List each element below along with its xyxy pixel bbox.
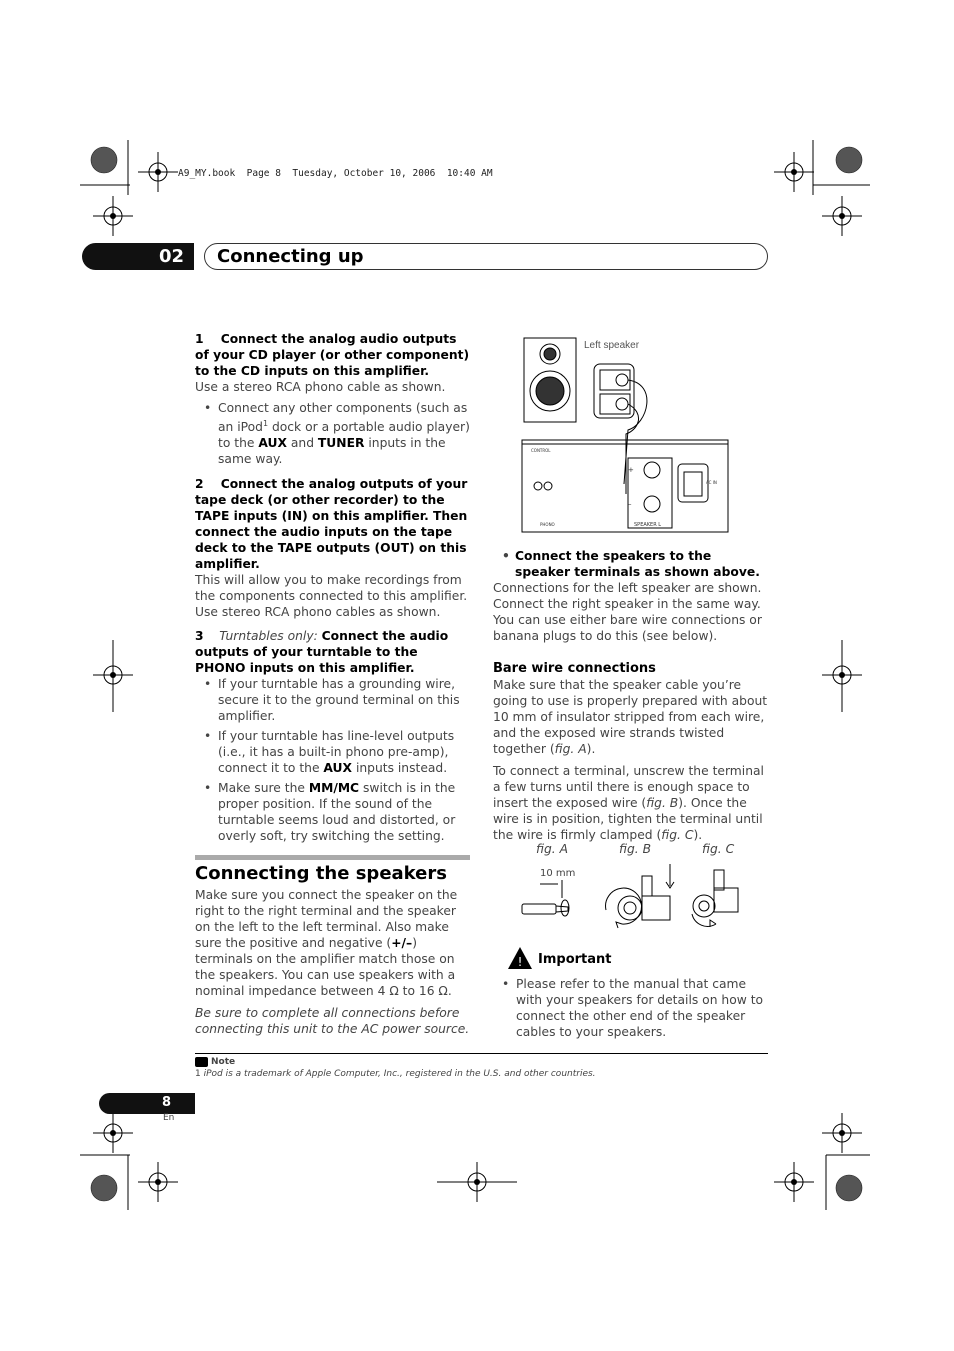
fig-b-terminal xyxy=(600,860,680,930)
speaker-connection-diagram xyxy=(518,334,738,534)
step-3-bullet-2: • If your turntable has line-level outputs (i.e., it has a built-in phono pre-amp), connect it to the AUX inputs instead. xyxy=(195,728,471,776)
note-label: Note xyxy=(211,1057,236,1067)
step-3-heading: 3 Turntables only: Connect the audio outputs of your turntable to the PHONO inputs on this amplifier. xyxy=(195,629,449,676)
section-rule xyxy=(195,855,470,860)
left-column xyxy=(195,331,471,844)
warning-icon xyxy=(507,946,533,970)
footnote-text: 1 iPod is a trademark of Apple Computer, Inc., registered in the U.S. and other countries. xyxy=(195,1069,596,1079)
step-3-bullet-1: • If your turntable has a grounding wire, secure it to the ground terminal on this amplifier. xyxy=(195,676,471,724)
right-column xyxy=(493,548,769,843)
fig-c-label: fig. C xyxy=(702,842,735,856)
svg-text:!: ! xyxy=(517,955,523,969)
step-3-bullet-3: • Make sure the MM/MC switch is in the proper position. If the sound of the turntable seems loud and distorted, or overly soft, try switching the setting. xyxy=(195,780,471,844)
speakers-text: Make sure you connect the speaker on the right to the right terminal and the speaker on the left to the left terminal. Also make sure the positive and negative (+/–) terminals on the amplifier match those on the speakers. You can use speakers with a nominal impedance between 4 Ω to 16 Ω. xyxy=(195,888,458,998)
note-icon xyxy=(195,1057,208,1067)
footnote-rule xyxy=(195,1053,768,1054)
left-speaker-label: Left speaker xyxy=(584,340,640,351)
chapter-number: 02 xyxy=(82,243,194,270)
speaker-bullet-text: Connections for the left speaker are shown. Connect the right speaker in the same way. You can use either bare wire connections or banana plugs to do this (see below). xyxy=(493,581,762,643)
minus-label: – xyxy=(628,500,632,508)
ac-in-label: AC IN xyxy=(706,480,717,485)
fig-a-label: fig. A xyxy=(536,842,568,856)
speakers-note: Be sure to complete all connections before connecting this unit to the AC power source. xyxy=(195,1006,470,1036)
language-label: En xyxy=(163,1113,175,1123)
bare-wire-para-2: To connect a terminal, unscrew the terminal a few turns until there is enough space to insert the exposed wire (fig. B). Once the wire is in position, tighten the terminal until the wire is firmly clamped (fig. C). xyxy=(493,764,764,842)
mm-label: 10 mm xyxy=(540,868,576,879)
speakers-body xyxy=(195,887,471,1037)
step-1-bullet: • Connect any other components (such as an iPod$^1$ dock or a portable audio player) to the AUX and TUNER inputs in the same way. xyxy=(195,400,471,467)
chapter-title: Connecting up xyxy=(204,243,768,270)
fig-a-wire xyxy=(518,878,578,928)
bare-wire-para-1: Make sure that the speaker cable you’re going to use is properly prepared with about 10 mm of insulator stripped from each wire, and the exposed wire strands twisted together (fig. A). xyxy=(493,678,768,756)
plus-label: + xyxy=(628,466,634,474)
speaker-l-label: SPEAKER L xyxy=(634,522,662,528)
fig-c-terminal xyxy=(688,860,744,930)
phono-label: PHONO xyxy=(540,522,555,527)
control-label: CONTROL xyxy=(531,448,551,453)
speaker-bullet-heading: • Connect the speakers to the speaker terminals as shown above. xyxy=(493,548,769,580)
important-body xyxy=(493,976,769,1040)
bare-wire-heading: Bare wire connections xyxy=(493,661,656,676)
step-1-text: Use a stereo RCA phono cable as shown. xyxy=(195,380,446,394)
step-1-heading: 1 Connect the analog audio outputs of your CD player (or other component) to the CD inputs on this amplifier. xyxy=(195,332,470,378)
page-number: 8 xyxy=(161,1095,171,1110)
fig-b-label: fig. B xyxy=(619,842,652,856)
step-2-heading: 2 Connect the analog outputs of your tape deck (or other recorder) to the TAPE inputs (IN) on this amplifier. Then connect the audio inputs on the tape deck to the TAPE outputs (OUT) on this amplifier. xyxy=(195,477,468,572)
page-number-badge xyxy=(99,1093,195,1114)
print-info-line: A9_MY.book Page 8 Tuesday, October 10, 2006 10:40 AM xyxy=(178,168,493,179)
step-2-text: This will allow you to make recordings from the components connected to this amplifier. Use stereo RCA phono cables as shown. xyxy=(195,573,468,620)
important-heading: Important xyxy=(538,952,612,967)
section-heading-speakers: Connecting the speakers xyxy=(195,863,447,884)
important-bullet: • Please refer to the manual that came with your speakers for details on how to connect the other end of the speaker cables to your speakers. xyxy=(493,976,769,1040)
